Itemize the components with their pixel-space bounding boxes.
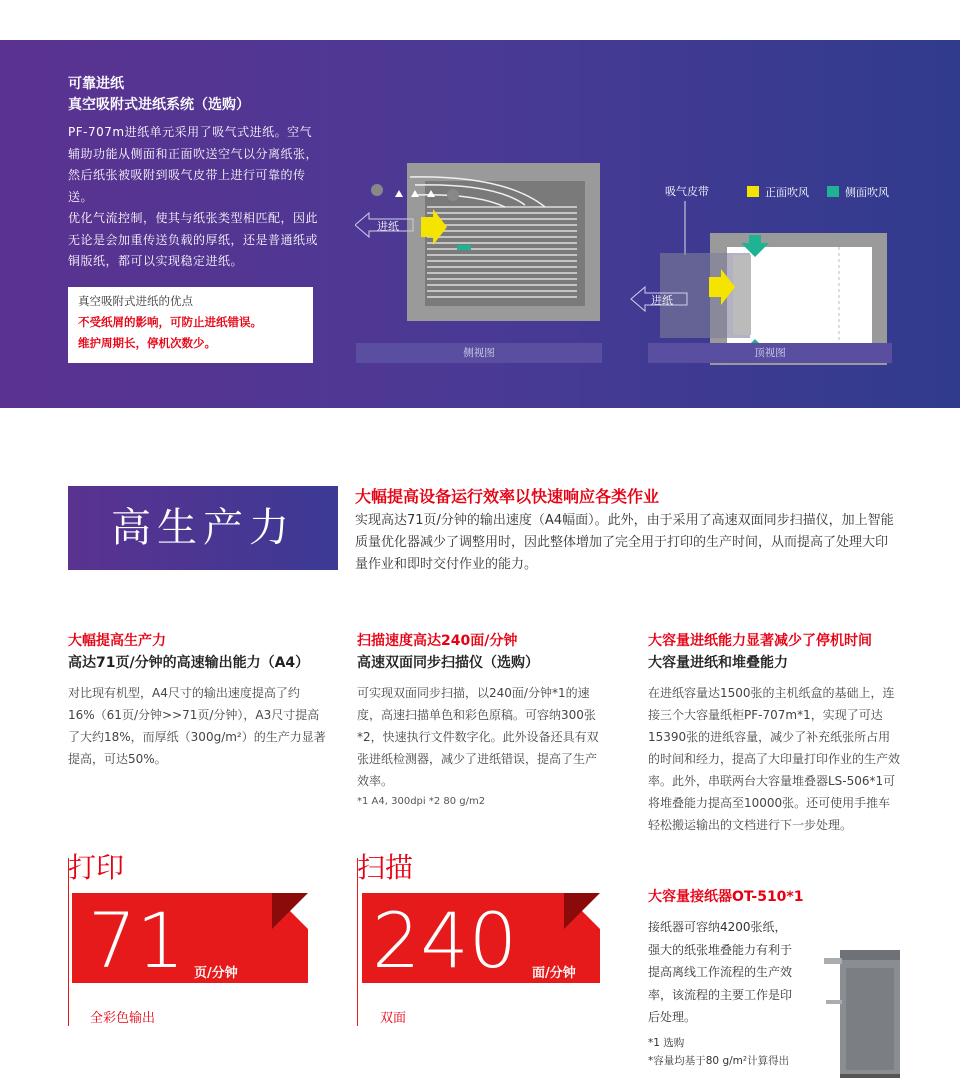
top-view-label: 顶视图 xyxy=(648,343,892,363)
advantage-item: 维护周期长，停机次数少。 xyxy=(78,336,216,350)
advantage-item: 不受纸屑的影响，可防止进纸错误。 xyxy=(78,315,262,329)
output-tray-image xyxy=(818,940,908,1080)
scan-caption: 双面 xyxy=(380,1011,407,1026)
feed-label: 进纸 xyxy=(377,220,399,233)
scan-stat-label: 扫描 xyxy=(357,851,414,884)
feed-label: 进纸 xyxy=(651,294,673,307)
belt-roller-icon xyxy=(371,184,383,196)
legend-front-label: 正面吹风 xyxy=(765,186,809,199)
feature-red-title: 大容量进纸能力显著减少了停机时间 xyxy=(648,633,872,649)
suction-belt xyxy=(733,255,751,335)
belt-label: 吸气皮带 xyxy=(665,185,709,198)
feature-subtitle: 高达71页/分钟的高速输出能力（A4） xyxy=(68,655,310,671)
vacuum-feed-banner xyxy=(0,40,960,408)
productivity-text: 实现高达71页/分钟的输出速度（A4幅面）。此外，由于采用了高速双面同步扫描仪，加上智能质量优化器减少了调整用时，因此整体增加了完全用于打印的生产时间，从而提高了处理大印量作业和即时交付作业的能力。 xyxy=(355,513,894,572)
feature-column-scan xyxy=(357,630,607,807)
feature-body: 在进纸容量达1500张的主机纸盒的基础上，连接三个大容量纸柜PF-707m*1，实现了可达15390张的进纸容量，减少了补充纸张所占用的时间和经力，提高了大印量打印作业的生产效率。此外，串联两台大容量堆叠器LS-506*1可将堆叠能力提高至10000张。还可使用手推车轻松搬运输出的文档进行下一步处理。 xyxy=(648,686,901,832)
scan-speed-number: 240 xyxy=(372,896,518,985)
legend-side-label: 侧面吹风 xyxy=(845,186,889,199)
scan-speed-unit: 面/分钟 xyxy=(532,966,576,981)
productivity-title: 大幅提高设备运行效率以快速响应各类作业 xyxy=(355,487,660,506)
banner-fold xyxy=(564,893,600,929)
print-speed-number: 71 xyxy=(88,896,185,985)
advantages-box xyxy=(68,287,313,363)
feature-column-capacity xyxy=(648,630,900,836)
subtitle-reliable-feed: 可靠进纸 xyxy=(68,76,124,92)
air-arrow-icon xyxy=(395,190,403,197)
feed-diagram xyxy=(355,135,900,365)
banner-fold xyxy=(272,893,308,929)
productivity-heading-box: 高生产力 xyxy=(68,486,338,570)
legend-side-swatch xyxy=(827,186,839,197)
banner-paragraph xyxy=(68,122,318,273)
ot-text: 接纸器可容纳4200张纸，强大的纸张堆叠能力有利于提高离线工作流程的生产效率，该流程的主要工作是印后处理。 xyxy=(648,920,793,1024)
subtitle-vacuum-system: 真空吸附式进纸系统（选购） xyxy=(68,97,250,113)
print-stat-label: 打印 xyxy=(68,851,125,884)
paragraph-airflow: PF-707m进纸单元采用了吸气式进纸。空气辅助功能从侧面和正面吹送空气以分离纸张，然后纸张被吸附到吸气皮带上进行可靠的传送。 xyxy=(68,125,319,204)
feature-column-output xyxy=(68,630,328,770)
paragraph-optimized: 优化气流控制，使其与纸张类型相匹配，因此无论是会加重传送负载的厚纸，还是普通纸或铜版纸，都可以实现稳定进纸。 xyxy=(68,211,319,268)
feature-body: 对比现有机型，A4尺寸的输出速度提高了约16%（61页/分钟>>71页/分钟），A3尺寸提高了大约18%，而厚纸（300g/m²）的生产力显著提高，可达50%。 xyxy=(68,686,326,766)
ot-notes xyxy=(648,1034,789,1070)
ot-note: *容量均基于80 g/m²计算得出 xyxy=(648,1055,790,1067)
side-view-label: 侧视图 xyxy=(356,343,602,363)
feature-footnote: *1 A4, 300dpi *2 80 g/m2 xyxy=(357,796,486,807)
advantages-title: 真空吸附式进纸的优点 xyxy=(78,294,193,308)
feature-body: 可实现双面同步扫描，以240面/分钟*1的速度，高速扫描单色和彩色原稿。可容纳300张*2，快速执行文件数字化。此外设备还具有双张进纸检测器，减少了进纸错误，提高了生产效率。 xyxy=(357,686,599,788)
feature-subtitle: 高速双面同步扫描仪（选购） xyxy=(357,655,539,671)
feature-subtitle: 大容量进纸和堆叠能力 xyxy=(648,655,788,671)
print-caption: 全彩色输出 xyxy=(90,1011,156,1026)
belt-roller-icon xyxy=(447,189,459,201)
banner-subtitle xyxy=(68,74,250,116)
side-air-marker xyxy=(457,245,471,250)
ot-note: *1 选购 xyxy=(648,1037,685,1049)
ot-title: 大容量接纸器OT-510*1 xyxy=(648,889,804,905)
legend-front-swatch xyxy=(747,186,759,197)
feature-red-title: 大幅提高生产力 xyxy=(68,633,166,649)
feed-arrow-side xyxy=(355,213,413,237)
feature-red-title: 扫描速度高达240面/分钟 xyxy=(357,633,518,649)
print-speed-unit: 页/分钟 xyxy=(194,966,238,981)
